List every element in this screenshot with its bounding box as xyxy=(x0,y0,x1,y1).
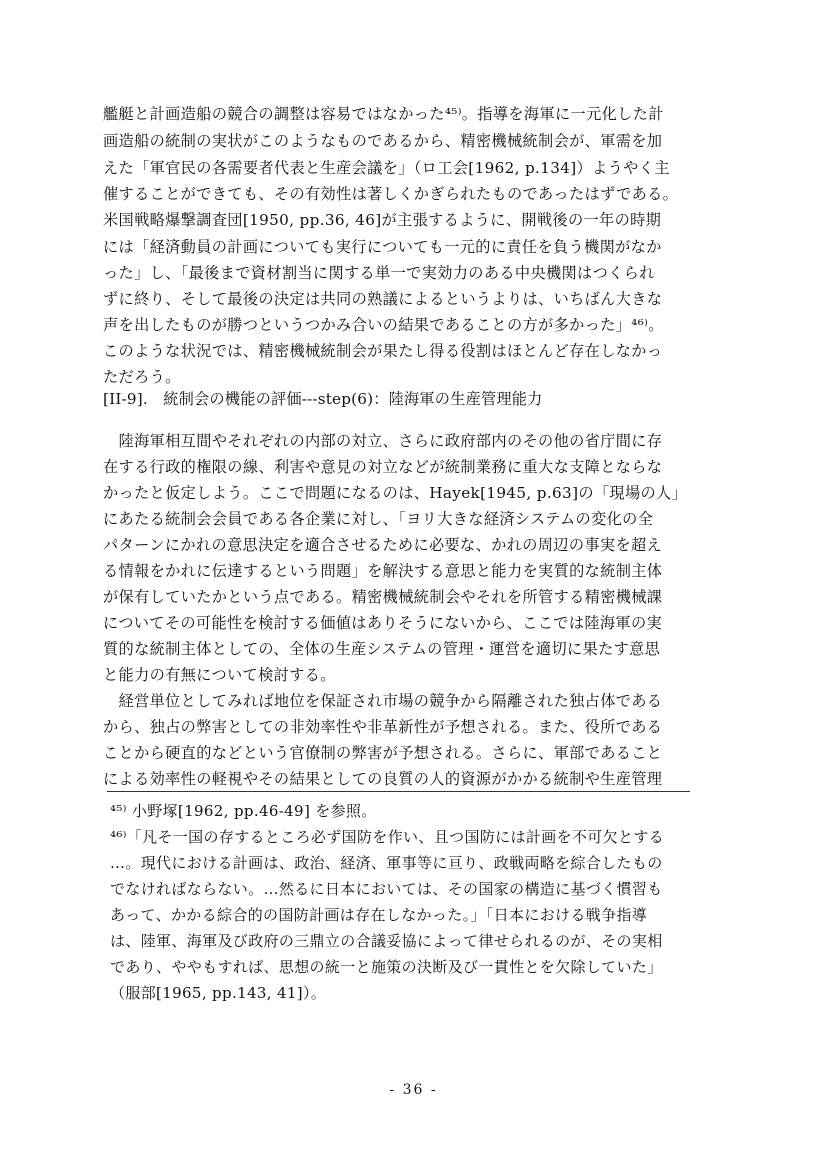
footnote-46-line: でなければならない。…然るに日本においては、その国家の構造に基づく慣習も xyxy=(110,880,663,898)
text-line: 艦艇と計画造船の競合の調整は容易ではなかった⁴⁵⁾。指導を海軍に一元化した計 xyxy=(103,105,664,123)
text-line: 在する行政的権限の線、利害や意見の対立などが統制業務に重大な支障とならな xyxy=(103,458,663,476)
footnote-46-line: は、陸軍、海軍及び政府の三鼎立の合議妥協によって律せられるのが、その実相 xyxy=(110,932,663,950)
text-line: から、独占の弊害としての非効率性や非革新性が予想される。また、役所である xyxy=(103,718,663,736)
text-line: による効率性の軽視やその結果としての良質の人的資源がかかる統制や生産管理 xyxy=(103,770,663,788)
footnote-46-line: であり、ややもすれば、思想の統一と施策の決断及び一貫性とを欠除していた」 xyxy=(110,958,663,976)
text-line: ただろう。 xyxy=(103,368,181,386)
text-line: パターンにかれの意思決定を適合させるために必要な、かれの周辺の事実を超え xyxy=(103,536,663,554)
text-line: 経営単位としてみれば地位を保証され市場の競争から隔離された独占体である xyxy=(103,692,663,710)
page-number: - 36 - xyxy=(389,1082,438,1098)
text-line: る情報をかれに伝達するという問題」を解決する意思と能力を実質的な統制主体 xyxy=(103,562,663,580)
text-line: 画造船の統制の実状がこのようなものであるから、精密機械統制会が、軍需を加 xyxy=(103,132,663,150)
text-line: ずに終り、そして最後の決定は共同の熟議によるというよりは、いちばん大きな xyxy=(103,290,663,308)
text-line: と能力の有無について検討する。 xyxy=(103,666,336,684)
footnote-45: ⁴⁵⁾ 小野塚[1962, pp.46-49] を参照。 xyxy=(110,802,377,820)
text-line: にあたる統制会会員である各企業に対し、「ヨリ大きな経済システムの変化の全 xyxy=(103,510,654,528)
footnote-separator xyxy=(107,791,690,792)
text-line: についてその可能性を検討する価値はありそうにないから、ここでは陸海軍の実 xyxy=(103,614,663,632)
text-line: 催することができても、その有効性は著しくかぎられたものであったはずである。 xyxy=(103,185,679,203)
text-line: えた「軍官民の各需要者代表と生産会議を」（ロ工会[1962, p.134]）ようやく主 xyxy=(103,159,670,177)
text-line: このような状況では、精密機械統制会が果たし得る役割はほとんど存在しなかっ xyxy=(103,342,663,360)
text-line: 陸海軍相互間やそれぞれの内部の対立、さらに政府部内のその他の省庁間に存 xyxy=(103,432,663,450)
footnote-46-line: ⁴⁶⁾「凡そ一国の存するところ必ず国防を作い、且つ国防には計画を不可欠とする xyxy=(110,828,665,846)
text-line: った」し、「最後まで資材割当に関する単一で実効力のある中央機関はつくられ xyxy=(103,264,655,282)
text-line: ことから硬直的などという官僚制の弊害が予想される。さらに、軍部であること xyxy=(103,744,663,762)
footnote-46-line: （服部[1965, pp.143, 41]）。 xyxy=(110,984,327,1002)
footnote-46-line: あって、かかる綜合的の国防計画は存在しなかった。」「日本における戦争指導 xyxy=(110,906,648,924)
text-line: が保有していたかという点である。精密機械統制会やそれを所管する精密機械課 xyxy=(103,588,663,606)
text-line: には「経済動員の計画についても実行についても一元的に責任を負う機関がなか xyxy=(103,238,662,256)
footnote-46-line: …。現代における計画は、政治、経済、軍事等に亘り、政戦両略を綜合したもの xyxy=(110,854,663,872)
text-line: 質的な統制主体としての、全体の生産システムの管理・運営を適切に果たす意思 xyxy=(103,640,661,658)
text-line: 米国戦略爆撃調査団[1950, pp.36, 46]が主張するように、開戦後の一年の時期 xyxy=(103,211,662,229)
text-line: かったと仮定しよう。ここで問題になるのは、Hayek[1945, p.63]の「現場の人」 xyxy=(103,484,688,502)
text-line: 声を出したものが勝つというつかみ合いの結果であることの方が多かった」⁴⁶⁾。 xyxy=(103,316,664,334)
section-heading: [II-9]. 統制会の機能の評価---step(6)：陸海軍の生産管理能力 xyxy=(103,390,543,408)
